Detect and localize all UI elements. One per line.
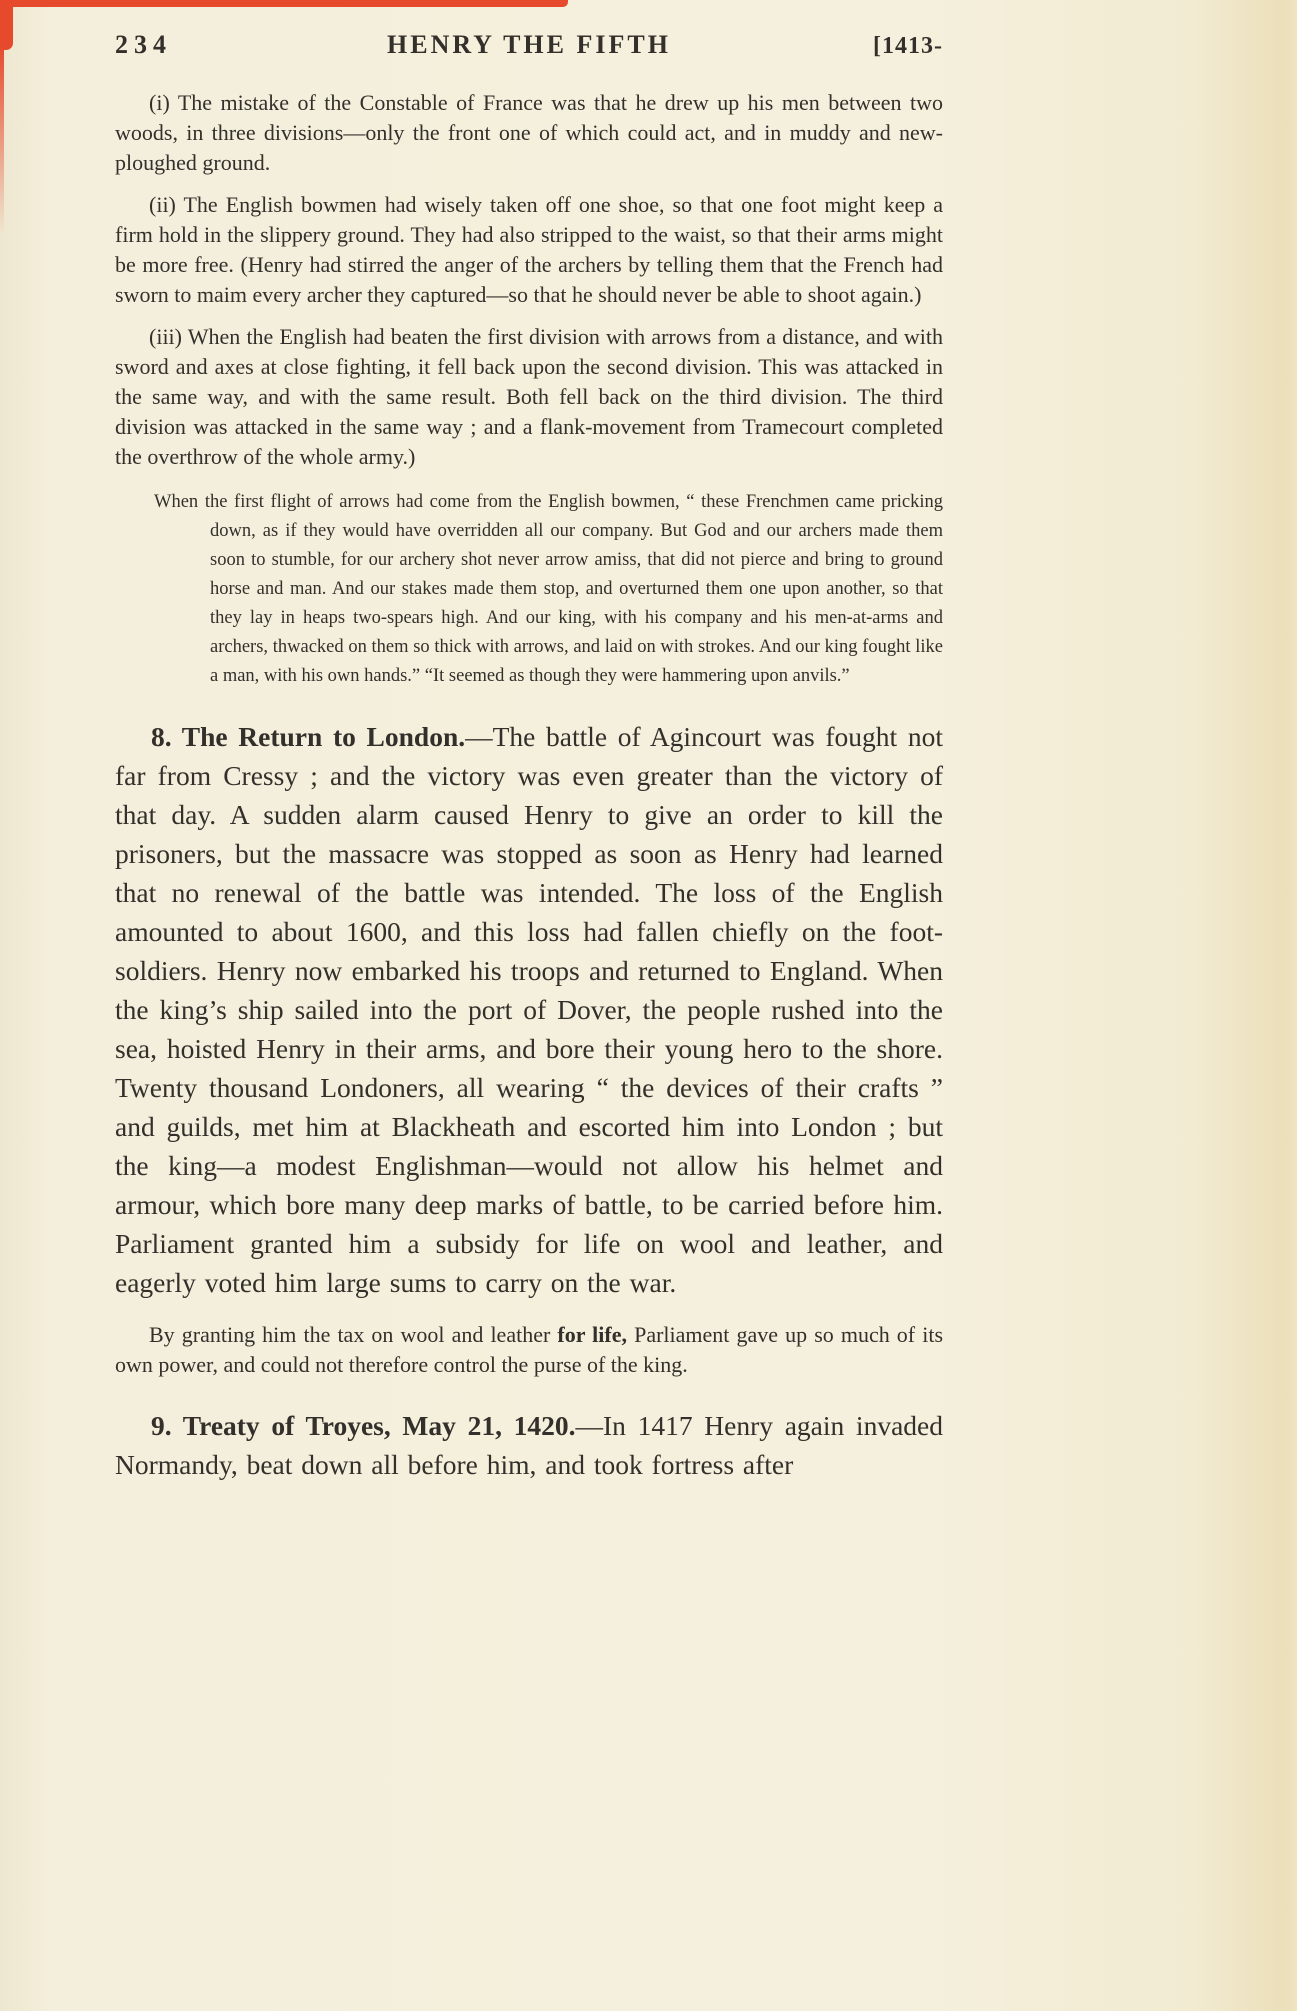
parliament-note bbox=[115, 1320, 943, 1380]
page-content bbox=[115, 30, 943, 1484]
battle-notes bbox=[115, 88, 943, 472]
section-9-paragraph bbox=[115, 1406, 943, 1484]
section-8-body: —The battle of Agincourt was fought not far from Cressy ; and the victory was even greater than the victory of that day. A sudden alarm caused Henry to give an order to kill the prisoners, but the massacre was stopped as soon as Henry had learned that no renewal of the battle was intended. The loss of the English amounted to about 1600, and this loss had fallen chiefly on the foot-soldiers. Henry now embarked his troops and returned to England. When the king’s ship sailed into the port of Dover, the people rushed into the sea, hoisted Henry in their arms, and bore their young hero to the shore. Twenty thousand Londoners, all wearing “ the devices of their crafts ” and guilds, met him at Blackheath and escorted him into London ; but the king—a modest Englishman—would not allow his helmet and armour, which bore many deep marks of battle, to be carried before him. Parliament granted him a subsidy for life on wool and leather, and eagerly voted him large sums to carry on the war. bbox=[115, 721, 943, 1298]
page-number: 234 bbox=[115, 30, 172, 59]
section-9-heading: 9. Treaty of Troyes, May 21, 1420. bbox=[151, 1410, 576, 1441]
chronicle-quote: When the first flight of arrows had come from the English bowmen, “ these Frenchmen came pricking down, as if they would have overridden all our company. But God and our archers made them soon to stumble, for our archery shot never arrow amiss, that did not pierce and bring to ground horse and man. And our stakes made them stop, and overturned them one upon another, so that they lay in heaps two-spears high. And our king, with his company and his men-at-arms and archers, thwacked on them so thick with arrows, and laid on with strokes. And our king fought like a man, with his own hands.” “It seemed as though they were hammering upon anvils.” bbox=[154, 492, 943, 686]
book-edge-left-decoration bbox=[0, 44, 4, 234]
note-paragraph-ii: (ii) The English bowmen had wisely taken off one shoe, so that one foot might keep a firm hold in the slippery ground. They had also stripped to the waist, so that their arms might be more free. (Henry had stirred the anger of the archers by telling them that the French had sworn to maim every archer they captured—so that he should never be able to shoot again.) bbox=[115, 192, 943, 307]
running-title: HENRY THE FIFTH bbox=[387, 30, 671, 59]
parliament-note-post: Parliament gave up so much of its own power, and could not therefore control the purse of the king. bbox=[115, 1322, 944, 1377]
section-8-heading: 8. The Return to London. bbox=[151, 721, 466, 752]
parliament-note-bold: for life, bbox=[557, 1322, 627, 1347]
date-marker: [1413- bbox=[873, 33, 943, 59]
note-paragraph-i: (i) The mistake of the Constable of France was that he drew up his men between two woods, in three divisions—only the front one of which could act, and in muddy and new-ploughed ground. bbox=[115, 90, 943, 175]
section-8-paragraph bbox=[115, 717, 943, 1302]
book-edge-top-decoration bbox=[0, 0, 568, 7]
page-header bbox=[115, 30, 943, 60]
note-paragraph-iii: (iii) When the English had beaten the first division with arrows from a distance, and with sword and axes at close fighting, it fell back upon the second division. This was attacked in the same way, and with the same result. Both fell back on the third division. The third division was attacked in the same way ; and a flank-movement from Tramecourt completed the overthrow of the whole army.) bbox=[115, 324, 943, 469]
section-9-body: —In 1417 Henry again invaded Normandy, beat down all before him, and took fortress after bbox=[115, 1410, 943, 1480]
parliament-note-pre: By granting him the tax on wool and leather bbox=[149, 1322, 558, 1347]
book-edge-corner-decoration bbox=[0, 0, 13, 50]
